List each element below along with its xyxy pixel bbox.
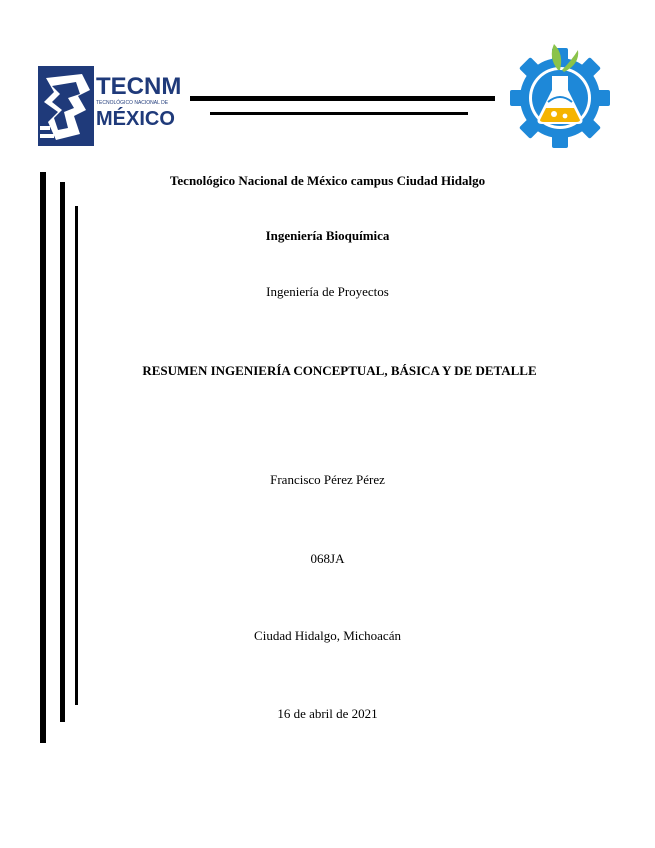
tecnm-logo [38, 66, 182, 146]
tecnm-logo-line2: TECNOLÓGICO NACIONAL DE [96, 100, 169, 106]
tecnm-logo-line1: TECNM [96, 73, 182, 100]
flask-gear-icon [510, 40, 610, 150]
location: Ciudad Hidalgo, Michoacán [254, 628, 401, 643]
document-title: RESUMEN INGENIERÍA CONCEPTUAL, BÁSICA Y DE DETALLE [142, 363, 537, 378]
subject-name: Ingeniería de Proyectos [266, 284, 389, 299]
author-name: Francisco Pérez Pérez [270, 472, 385, 487]
institution-name: Tecnológico Nacional de México campus Ciudad Hidalgo [169, 173, 486, 188]
student-id: 068JA [310, 551, 345, 566]
header-rule-top [190, 96, 495, 101]
flask-gear-logo [510, 40, 610, 150]
vertical-rule-1 [40, 172, 46, 743]
header-rule-bottom [210, 112, 468, 115]
career-name: Ingeniería Bioquímica [265, 228, 390, 243]
eagle-emblem-icon [38, 66, 94, 146]
tecnm-logo-line3: MÉXICO [96, 108, 175, 130]
date: 16 de abril de 2021 [277, 706, 378, 721]
